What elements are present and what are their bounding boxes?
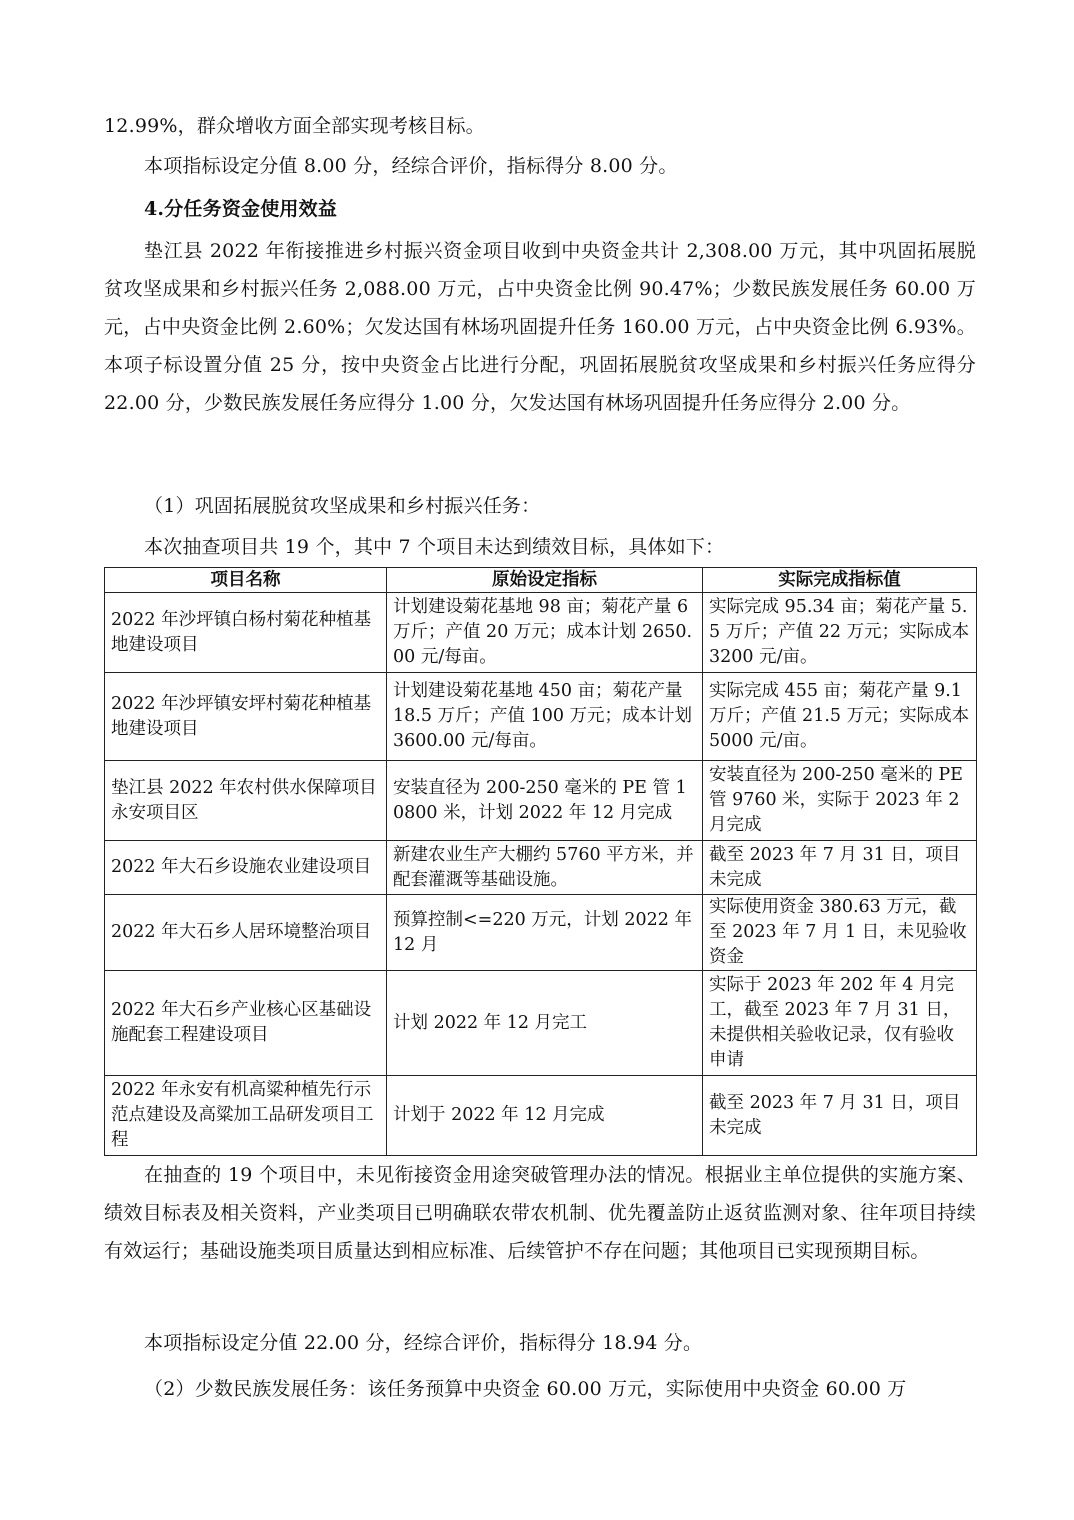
cell-original-target: 计划建设菊花基地 98 亩；菊花产量 6 万斤；产值 20 万元；成本计划 2650.00 元/每亩。: [387, 593, 703, 673]
paragraph-3: 垫江县 2022 年衔接推进乡村振兴资金项目收到中央资金共计 2,308.00 万元，其中巩固拓展脱贫攻坚成果和乡村振兴任务 2,088.00 万元，占中央资金比例 90.47%；少数民族发展任务 60.00 万元，占中央资金比例 2.60%；欠发达国有林场巩固提升任务 160.00 万元，占中央资金比例 6.93%。本项子标设置分值 25 分，按中央资金占比进行分配，巩固拓展脱贫攻坚成果和乡村振兴任务应得分 22.00 分，少数民族发展任务应得分 1.00 分，欠发达国有林场巩固提升任务应得分 2.00 分。: [104, 240, 976, 414]
table-row: [105, 841, 977, 895]
cell-actual-value: 截至 2023 年 7 月 31 日，项目未完成: [703, 1076, 977, 1156]
cell-project-name: 2022 年沙坪镇白杨村菊花种植基地建设项目: [105, 593, 387, 673]
cell-actual-value: 实际完成 455 亩；菊花产量 9.1 万斤；产值 21.5 万元；实际成本 5000 元/亩。: [703, 673, 977, 761]
cell-project-name: 2022 年永安有机高粱种植先行示范点建设及高粱加工品研发项目工程: [105, 1076, 387, 1156]
cell-original-target: 计划 2022 年 12 月完工: [387, 971, 703, 1076]
table-row: [105, 971, 977, 1076]
table-row: [105, 895, 977, 971]
header-actual-value: 实际完成指标值: [703, 568, 977, 593]
paragraph-1: 12.99%，群众增收方面全部实现考核目标。: [104, 115, 485, 137]
cell-actual-value: 安装直径为 200-250 毫米的 PE 管 9760 米，实际于 2023 年 2 月完成: [703, 761, 977, 841]
header-original-target: 原始设定指标: [387, 568, 703, 593]
cell-project-name: 2022 年大石乡设施农业建设项目: [105, 841, 387, 895]
subheading-1: （1）巩固拓展脱贫攻坚成果和乡村振兴任务：: [144, 495, 541, 517]
cell-actual-value: 截至 2023 年 7 月 31 日，项目未完成: [703, 841, 977, 895]
cell-actual-value: 实际于 2023 年 202 年 4 月完工，截至 2023 年 7 月 31 日，未提供相关验收记录，仅有验收申请: [703, 971, 977, 1076]
table-row: [105, 761, 977, 841]
cell-original-target: 计划于 2022 年 12 月完成: [387, 1076, 703, 1156]
table-header-row: [105, 568, 977, 593]
cell-project-name: 2022 年大石乡人居环境整治项目: [105, 895, 387, 971]
table-row: [105, 1076, 977, 1156]
paragraph-5: 在抽查的 19 个项目中，未见衔接资金用途突破管理办法的情况。根据业主单位提供的实施方案、绩效目标表及相关资料，产业类项目已明确联农带农机制、优先覆盖防止返贫监测对象、往年项目持续有效运行；基础设施类项目质量达到相应标准、后续管护不存在问题；其他项目已实现预期目标。: [104, 1164, 976, 1262]
section-heading-4: 4.分任务资金使用效益: [144, 198, 338, 220]
cell-actual-value: 实际完成 95.34 亩；菊花产量 5.5 万斤；产值 22 万元；实际成本 3200 元/亩。: [703, 593, 977, 673]
table-row: [105, 673, 977, 761]
cell-original-target: 预算控制<=220 万元，计划 2022 年 12 月: [387, 895, 703, 971]
cell-project-name: 2022 年大石乡产业核心区基础设施配套工程建设项目: [105, 971, 387, 1076]
table-row: [105, 593, 977, 673]
header-project-name: 项目名称: [105, 568, 387, 593]
paragraph-4: 本次抽查项目共 19 个，其中 7 个项目未达到绩效目标，具体如下：: [144, 536, 725, 558]
cell-original-target: 安装直径为 200-250 毫米的 PE 管 10800 米，计划 2022 年 12 月完成: [387, 761, 703, 841]
cell-original-target: 计划建设菊花基地 450 亩；菊花产量 18.5 万斤；产值 100 万元；成本计划 3600.00 元/每亩。: [387, 673, 703, 761]
paragraph-6: 本项指标设定分值 22.00 分，经综合评价，指标得分 18.94 分。: [144, 1332, 703, 1354]
paragraph-7: （2）少数民族发展任务：该任务预算中央资金 60.00 万元，实际使用中央资金 60.00 万: [144, 1378, 907, 1400]
cell-original-target: 新建农业生产大棚约 5760 平方米，并配套灌溉等基础设施。: [387, 841, 703, 895]
cell-project-name: 2022 年沙坪镇安坪村菊花种植基地建设项目: [105, 673, 387, 761]
paragraph-2: 本项指标设定分值 8.00 分，经综合评价，指标得分 8.00 分。: [144, 155, 678, 177]
projects-table: [104, 567, 977, 1156]
cell-project-name: 垫江县 2022 年农村供水保障项目永安项目区: [105, 761, 387, 841]
cell-actual-value: 实际使用资金 380.63 万元，截至 2023 年 7 月 1 日，未见验收资金: [703, 895, 977, 971]
